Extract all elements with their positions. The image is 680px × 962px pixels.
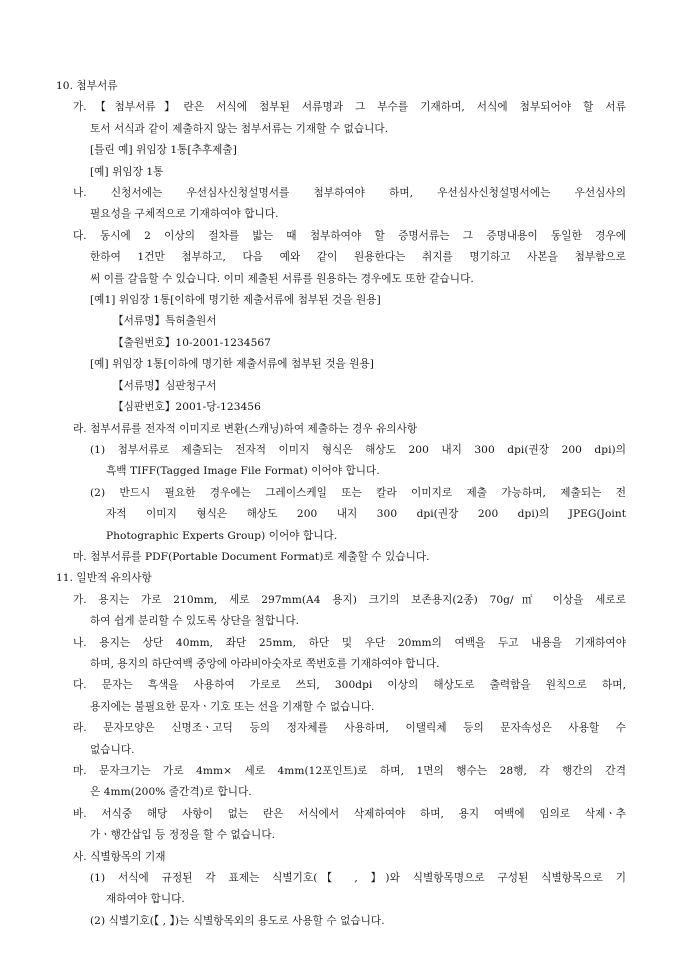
item-10-da-line3: 써 이를 갈음할 수 있습니다. 이미 제출된 서류를 원용하는 경우에도 또한 같습니다. <box>90 272 474 285</box>
item-10-na-line1: 나. 신청서에는 우선심사신청설명서를 첨부하여야 하며, 우선심사신청설명서에는 우선심사의 <box>73 187 626 200</box>
item-10-na-line2: 필요성을 구체적으로 기재하여야 합니다. <box>90 208 279 221</box>
item-10-da-line1: 다. 동시에 2 이상의 절차를 밟는 때 첨부하여야 할 증명서류는 그 증명내용이 동일한 경우에 <box>73 229 626 242</box>
item-11-ra-line2: 없습니다. <box>90 743 135 756</box>
item-10-ra-2-line1: (2) 반드시 필요한 경우에는 그레이스케일 또는 칼라 이미지로 제출 가능하며, 제출되는 전 <box>90 486 626 499</box>
item-11-da-line2: 용지에는 불필요한 문자ㆍ기호 또는 선을 기재할 수 없습니다. <box>90 700 375 713</box>
item-11-ga-line1: 가. 용지는 가로 210mm, 세로 297mm(A4 용지) 크기의 보존용지(2종) 70g/㎡ 이상을 세로로 <box>73 593 626 606</box>
item-10-ra-1-line1: (1) 첨부서류로 제출되는 전자적 이미지 형식은 해상도 200 내지 300 dpi(권장 200 dpi)의 <box>90 443 626 456</box>
item-10-da-example1: [예1] 위임장 1통[이하에 명기한 제출서류에 첨부된 것을 원용] <box>90 294 381 307</box>
item-10-ga-line1: 가.【첨부서류】란은 서식에 첨부된 서류명과 그 부수를 기재하며, 서식에 첨부되어야 할 서류 <box>73 101 626 114</box>
section-11-title: 11. 일반적 유의사항 <box>56 572 152 585</box>
item-11-ma-line2: 은 4mm(200% 줄간격)로 합니다. <box>90 786 252 799</box>
item-11-ba-line1: 바. 서식중 해당 사항이 없는 란은 서식에서 삭제하여야 하며, 용지 여백에 임의로 삭제ㆍ추 <box>73 807 626 820</box>
item-11-da-line1: 다. 문자는 흑색을 사용하여 가로로 쓰되, 300dpi 이상의 해상도로 출력함을 원칙으로 하며, <box>73 679 626 692</box>
item-11-na-line2: 하며, 용지의 하단여백 중앙에 아라비아숫자로 쪽번호를 기재하여야 합니다. <box>90 657 440 670</box>
item-10-ra-2-line2: 자적 이미지 형식은 해상도 200 내지 300 dpi(권장 200 dpi)의 JPEG(Joint <box>106 508 626 521</box>
item-11-na-line1: 나. 용지는 상단 40mm, 좌단 25mm, 하단 및 우단 20mm의 여백을 두고 내용을 기재하여야 <box>73 636 626 649</box>
item-10-da-example2-number: 【심판번호】2001-당-123456 <box>113 401 261 414</box>
item-10-da-line2: 한하여 1건만 첨부하고, 다음 예와 같이 원용한다는 취지를 명기하고 사본을 첨부함으로 <box>90 251 626 264</box>
item-10-ma: 마. 첨부서류를 PDF(Portable Document Format)로 제출할 수 있습니다. <box>73 550 430 563</box>
item-10-da-example1-document: 【서류명】특허출원서 <box>113 315 217 328</box>
item-11-sa-1-line2: 재하여야 합니다. <box>106 893 185 906</box>
item-10-ga-line2: 토서 서식과 같이 제출하지 않는 첨부서류는 기재할 수 없습니다. <box>90 122 389 135</box>
item-10-da-example2-document: 【서류명】심판청구서 <box>113 379 217 392</box>
item-10-da-example2: [예] 위임장 1통[이하에 명기한 제출서류에 첨부된 것을 원용] <box>90 358 374 371</box>
item-10-ga-example: [예] 위임장 1통 <box>90 165 164 178</box>
item-11-sa-1-line1: (1) 서식에 규정된 각 표제는 식별기호(【 , 】)와 식별항목명으로 구성된 식별항목으로 기 <box>90 872 626 885</box>
item-10-ra: 라. 첨부서류를 전자적 이미지로 변환(스캐닝)하여 제출하는 경우 유의사항 <box>73 422 418 435</box>
item-10-ga-wrong-example: [틀린 예] 위임장 1통[추후제출] <box>90 144 237 157</box>
item-11-sa-2: (2) 식별기호(【 , 】)는 식별항목외의 용도로 사용할 수 없습니다. <box>90 914 385 927</box>
item-11-sa: 사. 식별항목의 기재 <box>73 850 166 863</box>
item-11-ra-line1: 라. 문자모양은 신명조ㆍ고딕 등의 정자체를 사용하며, 이탤릭체 등의 문자속성은 사용할 수 <box>73 722 626 735</box>
item-10-ra-1-line2: 흑백 TIFF(Tagged Image File Format) 이어야 합니다. <box>106 465 380 478</box>
section-10-title: 10. 첨부서류 <box>56 80 118 92</box>
item-10-ra-2-line3: Photographic Experts Group) 이어야 합니다. <box>106 529 338 542</box>
item-10-da-example1-number: 【출원번호】10-2001-1234567 <box>113 336 271 349</box>
item-11-ga-line2: 하여 쉽게 분리할 수 있도록 상단을 철합니다. <box>90 615 300 628</box>
item-11-ba-line2: 가ㆍ행간삽입 등 정정을 할 수 없습니다. <box>90 829 276 842</box>
item-11-ma-line1: 마. 문자크기는 가로 4mm× 세로 4mm(12포인트)로 하며, 1면의 행수는 28행, 각 행간의 간격 <box>73 765 626 777</box>
